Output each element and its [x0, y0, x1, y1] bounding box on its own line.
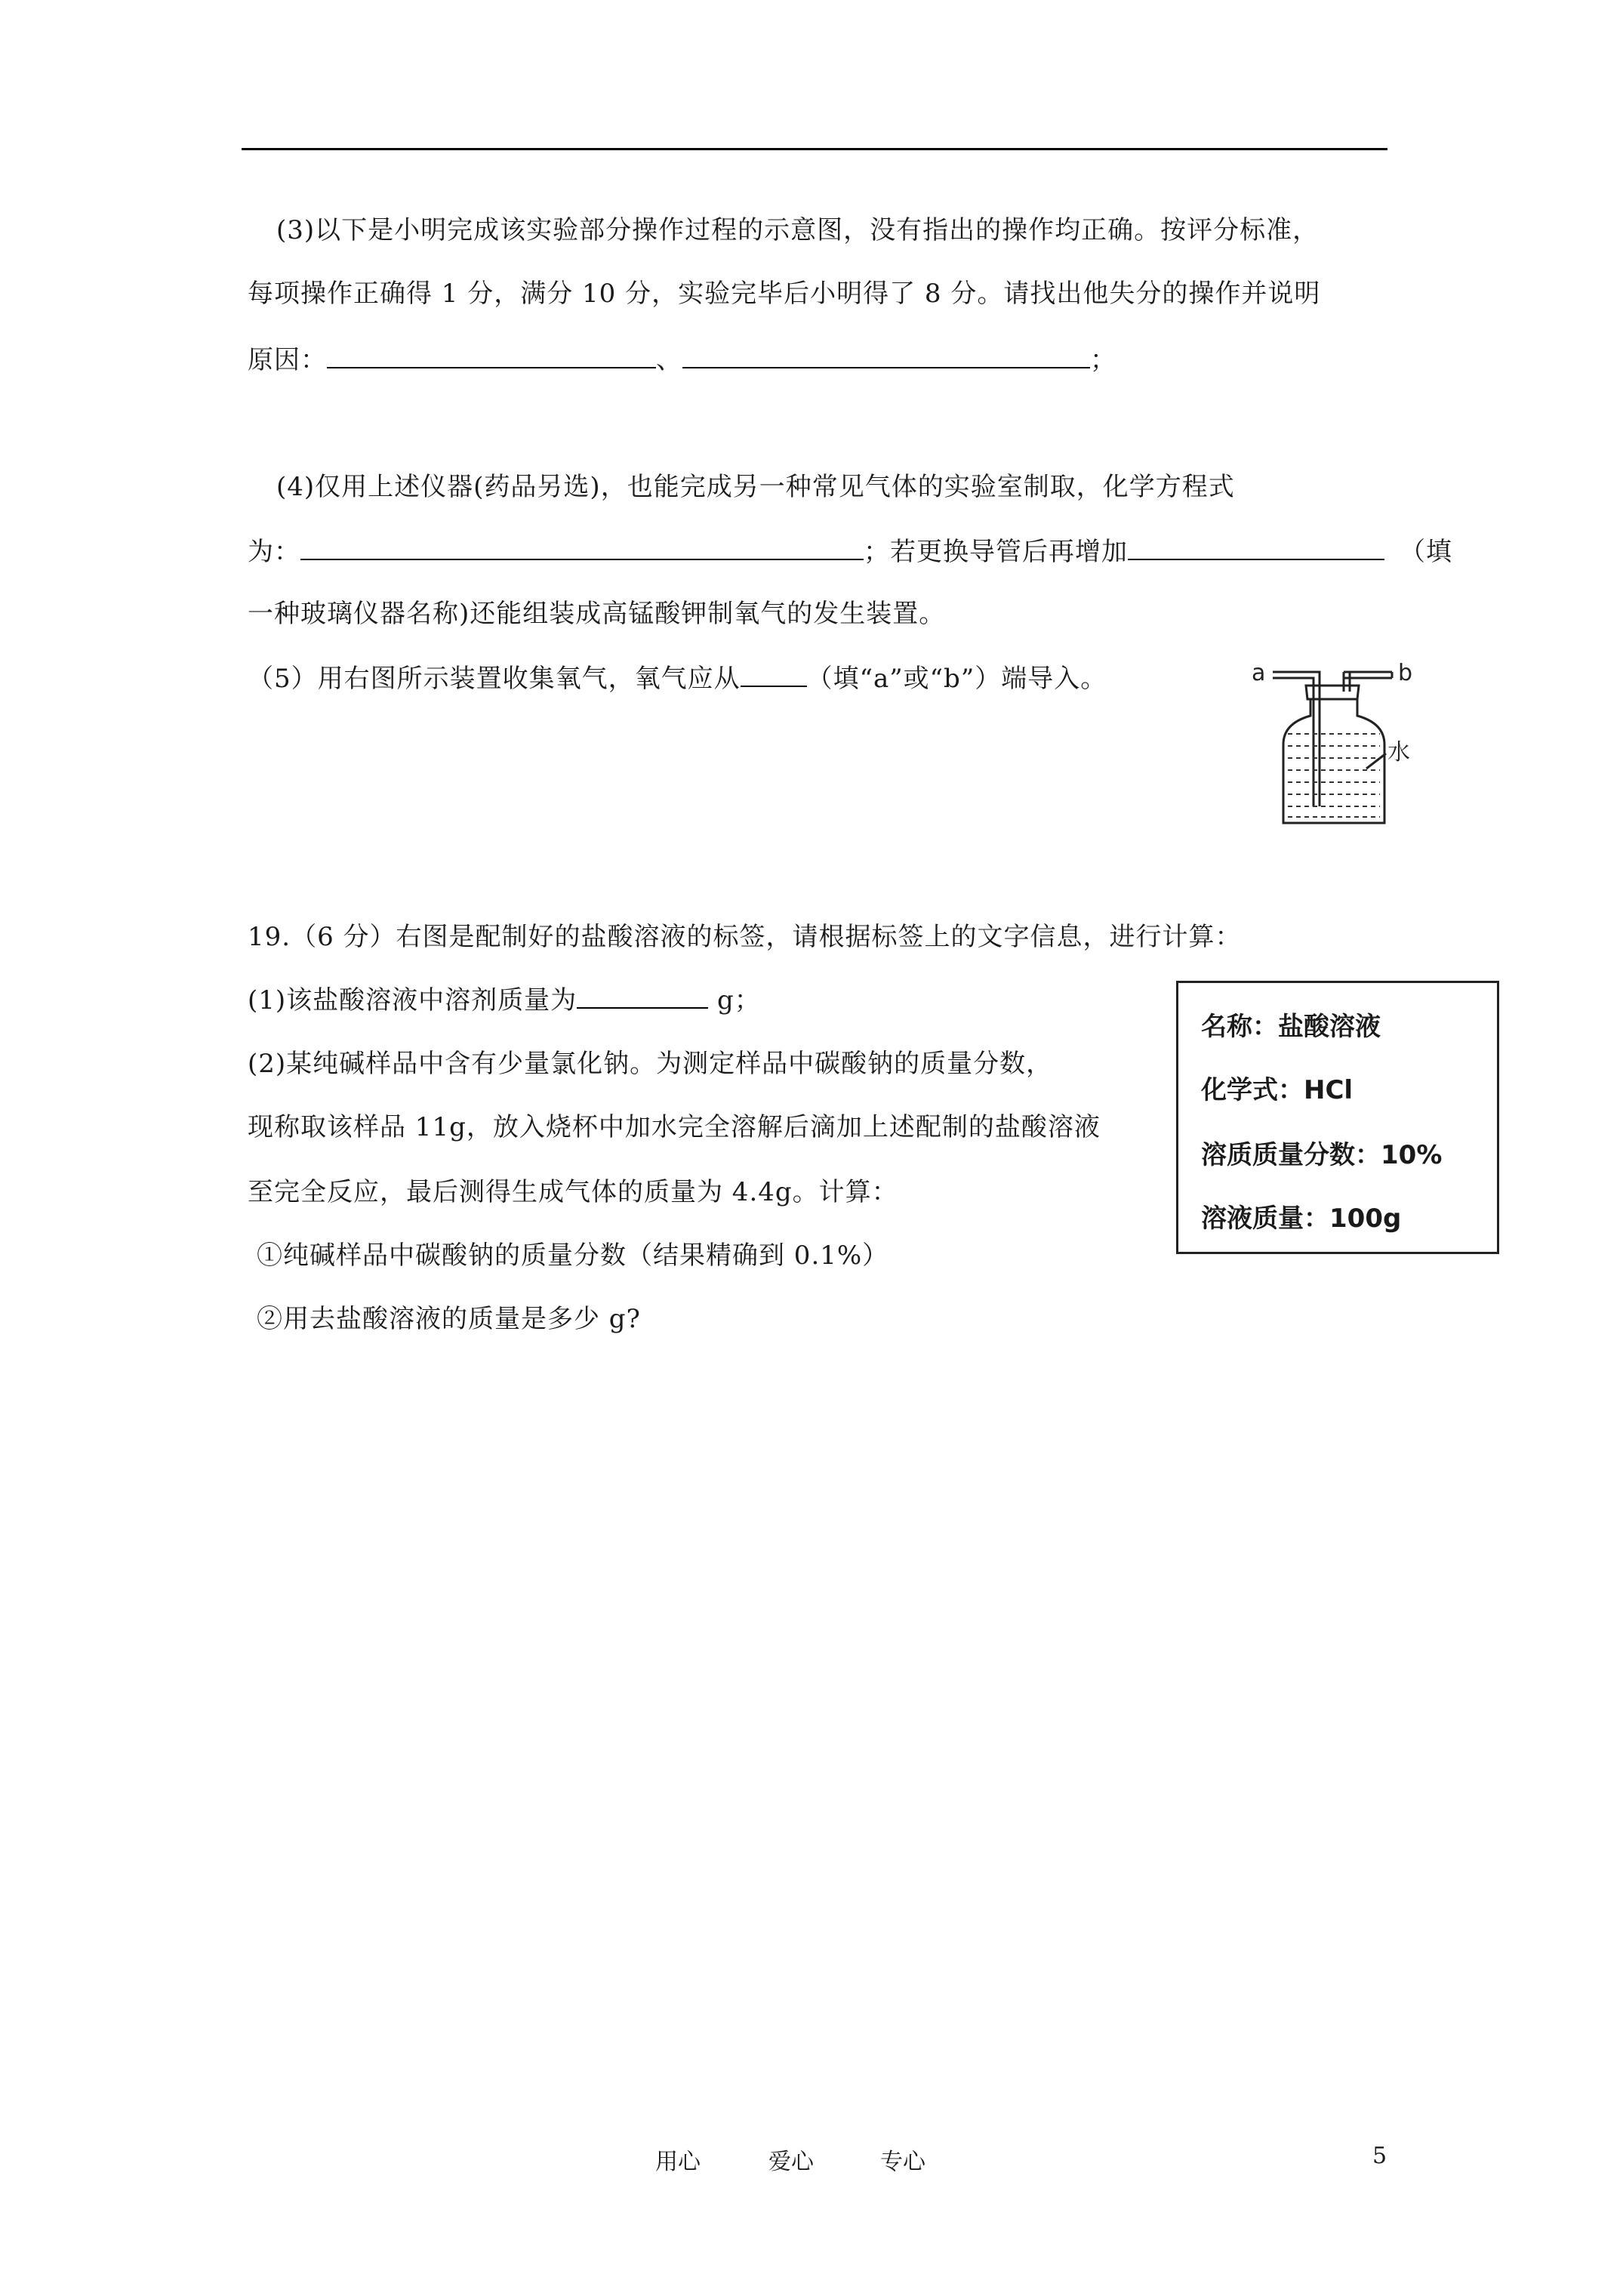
label-mass: 溶液质量：100g	[1201, 1203, 1402, 1234]
diagram-label-water: 水	[1387, 739, 1410, 766]
header-rule	[242, 148, 1387, 150]
q18-p4-line3: 一种玻璃仪器名称)还能组装成高锰酸钾制氧气的发生装置。	[248, 599, 946, 629]
q18-p4-end: （填	[1400, 537, 1452, 567]
answer-blank-5[interactable]	[741, 661, 807, 687]
reagent-label	[1176, 981, 1499, 1254]
q19-p1-prefix: (1)该盐酸溶液中溶剂质量为	[248, 985, 577, 1015]
diagram-label-b: b	[1398, 660, 1413, 686]
q19-p1-unit: g；	[708, 985, 761, 1015]
q18-p3-line3	[248, 343, 1116, 378]
diagram-label-a: a	[1252, 660, 1266, 686]
page-number: 5	[1372, 2143, 1387, 2169]
footer-word-2: 爱心	[768, 2149, 814, 2175]
answer-blank-3a[interactable]	[327, 343, 656, 368]
q18-p5-prefix: （5）用右图所示装置收集氧气，氧气应从	[248, 664, 741, 694]
q18-p4-prefix: 为：	[248, 537, 300, 567]
footer-word-1: 用心	[655, 2149, 701, 2175]
q19-p2-line3: 至完全反应，最后测得生成气体的质量为 4.4g。计算：	[248, 1177, 898, 1207]
q19-p2-line1: (2)某纯碱样品中含有少量氯化钠。为测定样品中碳酸钠的质量分数，	[248, 1049, 1053, 1079]
q18-p3-line2: 每项操作正确得 1 分，满分 10 分，实验完毕后小明得了 8 分。请找出他失分的操作并说明	[248, 279, 1321, 309]
q18-p3-end: ；	[1090, 345, 1116, 375]
q18-p3-sep: 、	[656, 345, 682, 375]
q19-sub2: ②用去盐酸溶液的质量是多少 g?	[257, 1304, 641, 1334]
q18-p4-line1: (4)仅用上述仪器(药品另选)，也能完成另一种常见气体的实验室制取，化学方程式	[276, 472, 1235, 502]
answer-blank-19-1[interactable]	[577, 983, 708, 1009]
q18-p5-line	[248, 661, 1107, 696]
footer-word-3: 专心	[880, 2149, 925, 2175]
water-pattern	[1288, 734, 1380, 817]
q19-p1	[248, 983, 761, 1018]
q19-title: 19.（6 分）右图是配制好的盐酸溶液的标签，请根据标签上的文字信息，进行计算：	[248, 922, 1242, 952]
q18-p4-mid: ；若更换导管后再增加	[864, 537, 1128, 567]
q18-p4-line2	[248, 535, 1452, 569]
gas-bottle-icon	[1273, 672, 1392, 823]
answer-blank-4a[interactable]	[300, 535, 864, 560]
q19-sub1: ①纯碱样品中碳酸钠的质量分数（结果精确到 0.1%）	[257, 1240, 889, 1271]
gas-bottle-diagram	[1238, 655, 1434, 837]
q18-p3-prefix: 原因：	[248, 345, 327, 375]
label-formula: 化学式：HCl	[1201, 1075, 1354, 1105]
label-fraction: 溶质质量分数：10%	[1201, 1140, 1443, 1170]
q18-p3-line1: (3)以下是小明完成该实验部分操作过程的示意图，没有指出的操作均正确。按评分标准，	[276, 215, 1320, 245]
answer-blank-4b[interactable]	[1128, 535, 1384, 560]
q19-p2-line2: 现称取该样品 11g，放入烧杯中加水完全溶解后滴加上述配制的盐酸溶液	[248, 1112, 1101, 1142]
answer-blank-3b[interactable]	[682, 343, 1090, 368]
label-name: 名称：盐酸溶液	[1201, 1012, 1381, 1042]
q18-p5-suffix: （填“a”或“b”）端导入。	[806, 664, 1107, 694]
